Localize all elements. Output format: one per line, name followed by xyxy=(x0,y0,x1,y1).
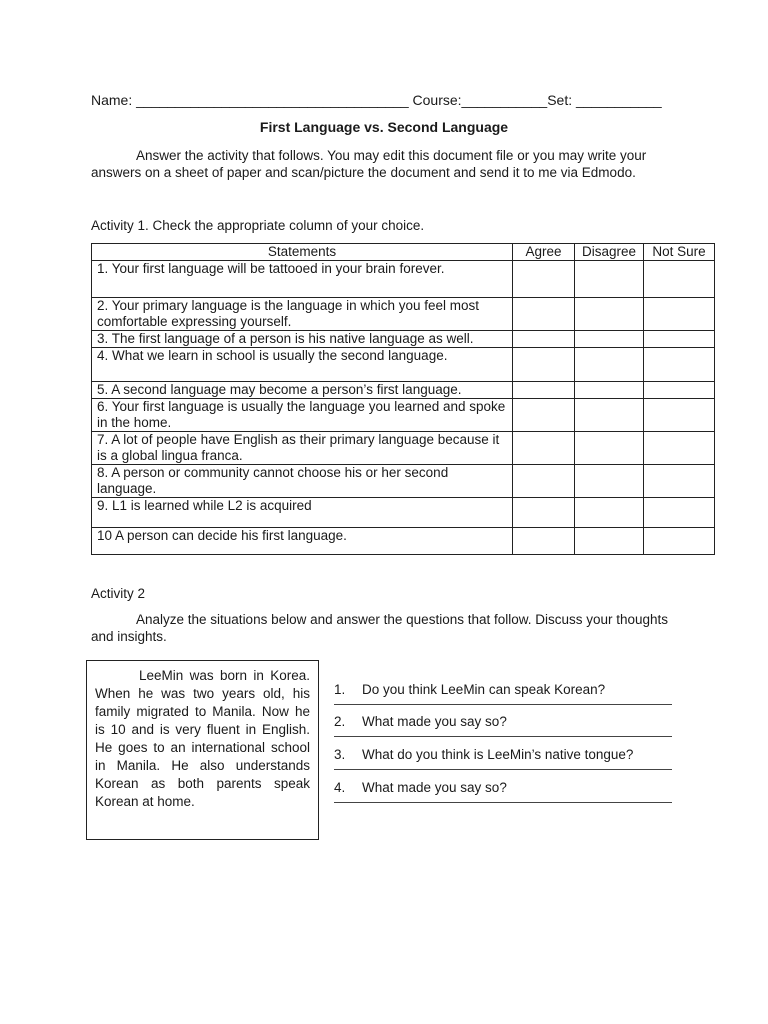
disagree-cell[interactable] xyxy=(575,298,644,331)
question-number: 3. xyxy=(334,747,346,762)
agree-cell[interactable] xyxy=(513,382,575,399)
table-row xyxy=(92,298,715,331)
table-row xyxy=(92,399,715,432)
disagree-cell[interactable] xyxy=(575,528,644,555)
statement-cell: 3. The first language of a person is his native language as well. xyxy=(92,331,513,348)
table-row xyxy=(92,331,715,348)
agree-cell[interactable] xyxy=(513,331,575,348)
not-sure-cell[interactable] xyxy=(644,298,715,331)
answer-line[interactable] xyxy=(334,769,672,770)
statement-cell: 2. Your primary language is the language in which you feel most comfortable expressing yourself. xyxy=(92,298,513,331)
statement-cell: 8. A person or community cannot choose his or her second language. xyxy=(92,465,513,498)
statement-cell: 7. A lot of people have English as their primary language because it is a global lingua franca. xyxy=(92,432,513,465)
not-sure-cell[interactable] xyxy=(644,399,715,432)
disagree-cell[interactable] xyxy=(575,399,644,432)
column-header-not-sure: Not Sure xyxy=(644,244,715,261)
table-header-row xyxy=(92,244,715,261)
disagree-cell[interactable] xyxy=(575,261,644,298)
agree-cell[interactable] xyxy=(513,465,575,498)
not-sure-cell[interactable] xyxy=(644,432,715,465)
question-text: Do you think LeeMin can speak Korean? xyxy=(362,682,606,697)
table-row xyxy=(92,382,715,399)
column-header-disagree: Disagree xyxy=(575,244,644,261)
table-row xyxy=(92,261,715,298)
disagree-cell[interactable] xyxy=(575,465,644,498)
situation-box xyxy=(86,660,319,840)
statement-cell: 9. L1 is learned while L2 is acquired xyxy=(92,498,513,528)
question-text: What do you think is LeeMin’s native tongue? xyxy=(362,747,634,762)
statement-cell: 5. A second language may become a person’s first language. xyxy=(92,382,513,399)
table-row xyxy=(92,465,715,498)
table-row xyxy=(92,528,715,555)
agree-cell[interactable] xyxy=(513,298,575,331)
table-row xyxy=(92,432,715,465)
disagree-cell[interactable] xyxy=(575,382,644,399)
document-title: First Language vs. Second Language xyxy=(259,119,509,135)
agree-cell[interactable] xyxy=(513,432,575,465)
agreement-table xyxy=(91,243,715,555)
agree-cell[interactable] xyxy=(513,348,575,382)
question-number: 1. xyxy=(334,682,346,697)
answer-line[interactable] xyxy=(334,802,672,803)
activity2-instruction: Analyze the situations below and answer the questions that follow. Discuss your thoughts and insights. xyxy=(91,612,669,644)
not-sure-cell[interactable] xyxy=(644,261,715,298)
agree-cell[interactable] xyxy=(513,261,575,298)
activity1-instruction: Activity 1. Check the appropriate column of your choice. xyxy=(91,218,425,233)
activity2-heading: Activity 2 xyxy=(91,586,146,601)
statement-cell: 10 A person can decide his first language. xyxy=(92,528,513,555)
column-header-statements: Statements xyxy=(92,244,513,261)
situation-text: LeeMin was born in Korea. When he was two years old, his family migrated to Manila. Now he is 10 and is very fluent in English. He goes to an international school in Manila. He also understands Korean as both parents speak Korean at home. xyxy=(95,668,310,809)
disagree-cell[interactable] xyxy=(575,498,644,528)
not-sure-cell[interactable] xyxy=(644,465,715,498)
table-row xyxy=(92,498,715,528)
statement-cell: 1. Your first language will be tattooed in your brain forever. xyxy=(92,261,513,298)
table-row xyxy=(92,348,715,382)
question-text: What made you say so? xyxy=(362,780,507,795)
agree-cell[interactable] xyxy=(513,528,575,555)
not-sure-cell[interactable] xyxy=(644,382,715,399)
disagree-cell[interactable] xyxy=(575,348,644,382)
statement-cell: 6. Your first language is usually the language you learned and spoke in the home. xyxy=(92,399,513,432)
not-sure-cell[interactable] xyxy=(644,498,715,528)
agree-cell[interactable] xyxy=(513,498,575,528)
not-sure-cell[interactable] xyxy=(644,331,715,348)
question-number: 2. xyxy=(334,714,346,729)
name-course-set-line: Name: ___________________________________ Course:___________Set: ___________ xyxy=(91,92,662,108)
disagree-cell[interactable] xyxy=(575,331,644,348)
answer-line[interactable] xyxy=(334,736,672,737)
answer-line[interactable] xyxy=(334,704,672,705)
disagree-cell[interactable] xyxy=(575,432,644,465)
question-number: 4. xyxy=(334,780,346,795)
not-sure-cell[interactable] xyxy=(644,348,715,382)
not-sure-cell[interactable] xyxy=(644,528,715,555)
column-header-agree: Agree xyxy=(513,244,575,261)
agree-cell[interactable] xyxy=(513,399,575,432)
statement-cell: 4. What we learn in school is usually the second language. xyxy=(92,348,513,382)
intro-paragraph: Answer the activity that follows. You may edit this document file or you may write your answers on a sheet of paper and scan/picture the document and send it to me via Edmodo. xyxy=(91,148,647,180)
question-text: What made you say so? xyxy=(362,714,507,729)
